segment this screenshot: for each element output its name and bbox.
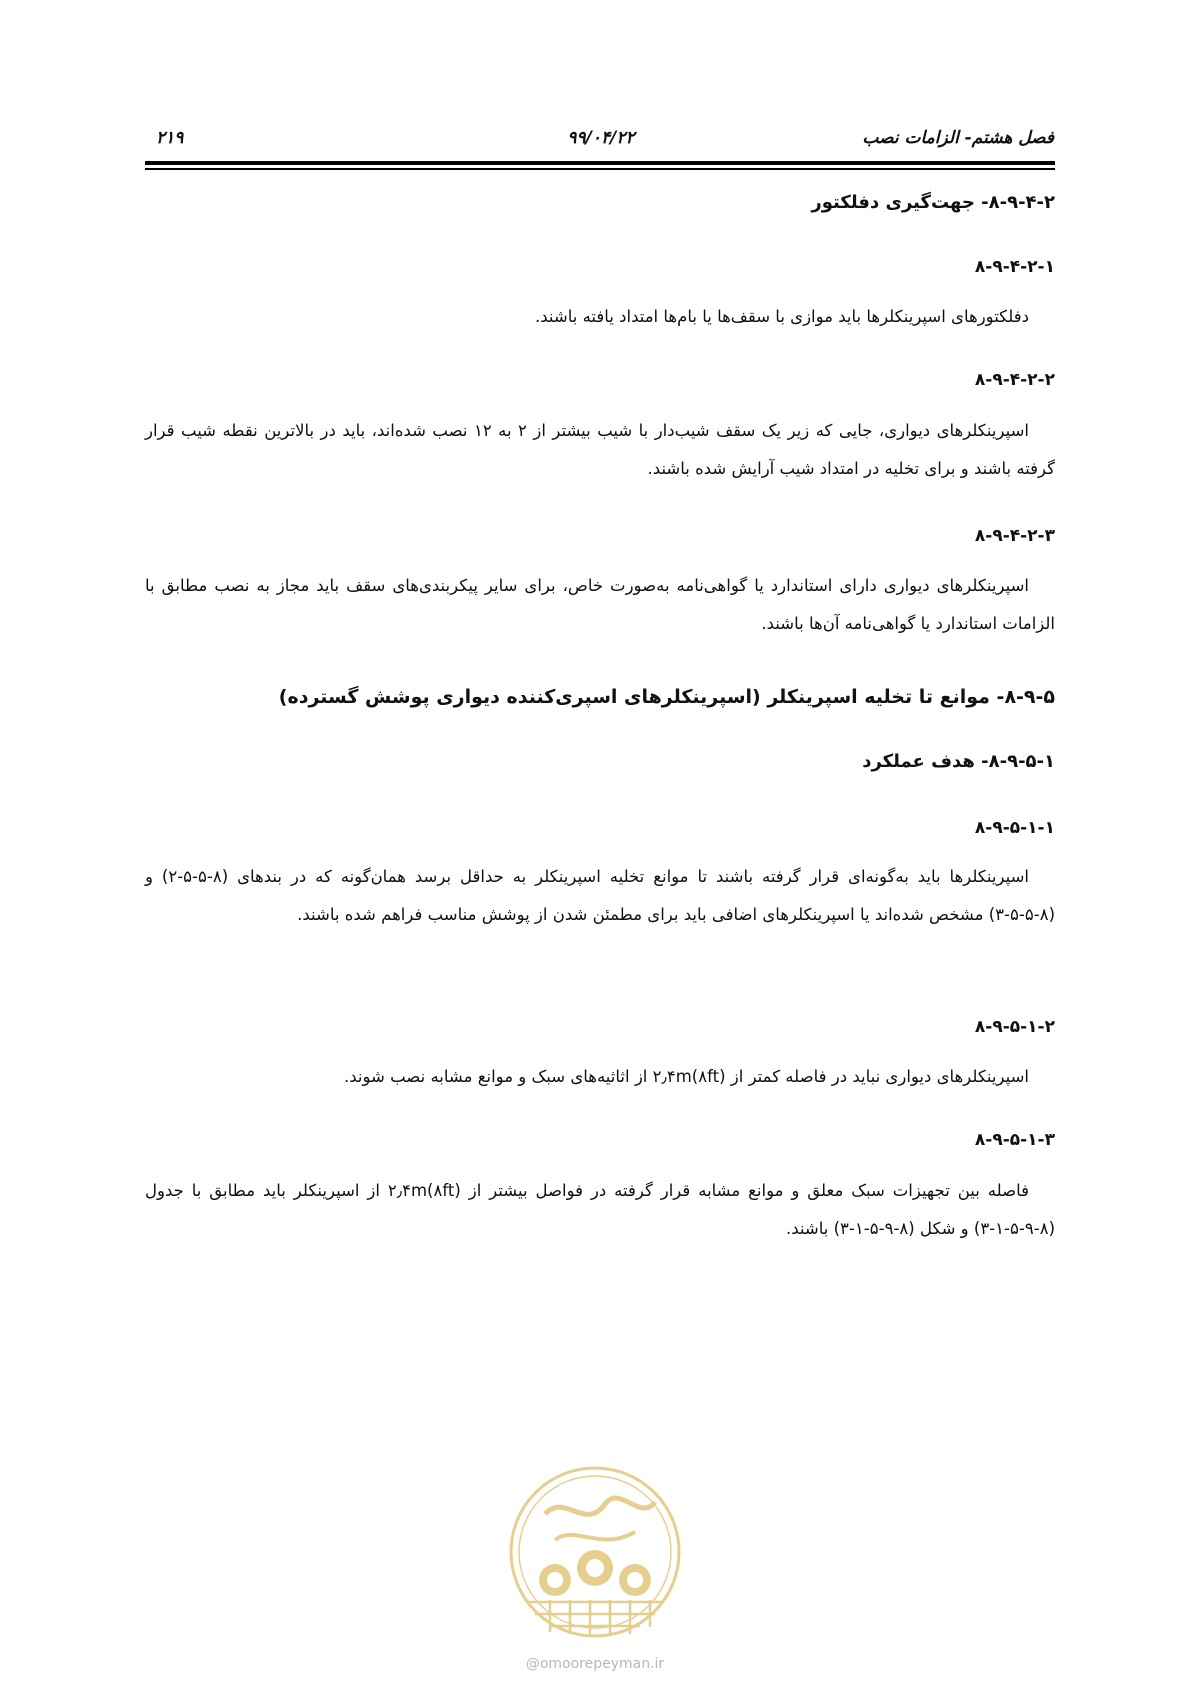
clause-number: ۸-۹-۵-۱-۲ [974,1017,1055,1037]
seal-watermark-icon [505,1462,685,1642]
page-number: ۲۱۹ [156,128,184,148]
clause-number: ۸-۹-۴-۲-۲ [974,370,1055,390]
running-header [148,128,1054,154]
chapter-title: فصل هشتم- الزامات نصب [862,128,1054,148]
clause-number: ۸-۹-۵-۱-۳ [974,1130,1055,1150]
subsection-heading: ۸-۹-۵-۱- هدف عملکرد [862,751,1055,772]
watermark-url: @omoorepeyman.ir [525,1656,665,1672]
clause-number: ۸-۹-۵-۱-۱ [974,818,1055,838]
paragraph: اسپرینکلرها باید به‌گونه‌ای قرار گرفته باشند تا موانع تخلیه اسپرینکلر به حداقل برسد همان‌گونه که در بندهای (۸-۵-۵-۲) و (۸-۵-۵-۳) مشخص شده‌اند یا اسپرینکلرهای اضافی باید برای مطمئن شدن از پوشش مناسب فراهم شده باشند. [145,867,1055,924]
header-date: ۹۹/۰۴/۲۲ [567,128,635,148]
header-rule-thin [145,168,1055,170]
paragraph: اسپرینکلرهای دیواری نباید در فاصله کمتر از ۲٫۴m(۸ft) از اثاثیه‌های سبک و موانع مشابه نصب شوند. [344,1067,1029,1086]
paragraph: اسپرینکلرهای دیواری دارای استاندارد یا گواهی‌نامه به‌صورت خاص، برای سایر پیکربندی‌های سقف باید مجاز به نصب مطابق با الزامات استاندارد یا گواهی‌نامه آن‌ها باشند. [145,576,1055,633]
paragraph: اسپرینکلرهای دیواری، جایی که زیر یک سقف شیب‌دار با شیب بیشتر از ۲ به ۱۲ نصب شده‌اند، باید در بالاترین نقطه شیب قرار گرفته باشند و برای تخلیه در امتداد شیب آرایش شده باشند. [145,421,1055,478]
clause-number: ۸-۹-۴-۲-۱ [974,257,1055,277]
header-rule-thick [145,161,1055,165]
paragraph: فاصله بین تجهیزات سبک معلق و موانع مشابه قرار گرفته در فواصل بیشتر از ۲٫۴m(۸ft) از اسپرینکلر باید مطابق با جدول (۸-۹-۵-۱-۳) و شکل (۸-۹-۵-۱-۳) باشند. [145,1181,1055,1238]
clause-number: ۸-۹-۴-۲-۳ [974,526,1055,546]
section-heading: ۸-۹-۵- موانع تا تخلیه اسپرینکلر (اسپرینکلرهای اسپری‌کننده دیواری پوشش گسترده) [278,686,1055,708]
paragraph: دفلکتورهای اسپرینکلرها باید موازی با سقف‌ها یا بام‌ها امتداد یافته باشند. [535,307,1029,326]
section-heading: ۸-۹-۴-۲- جهت‌گیری دفلکتور [811,192,1055,213]
